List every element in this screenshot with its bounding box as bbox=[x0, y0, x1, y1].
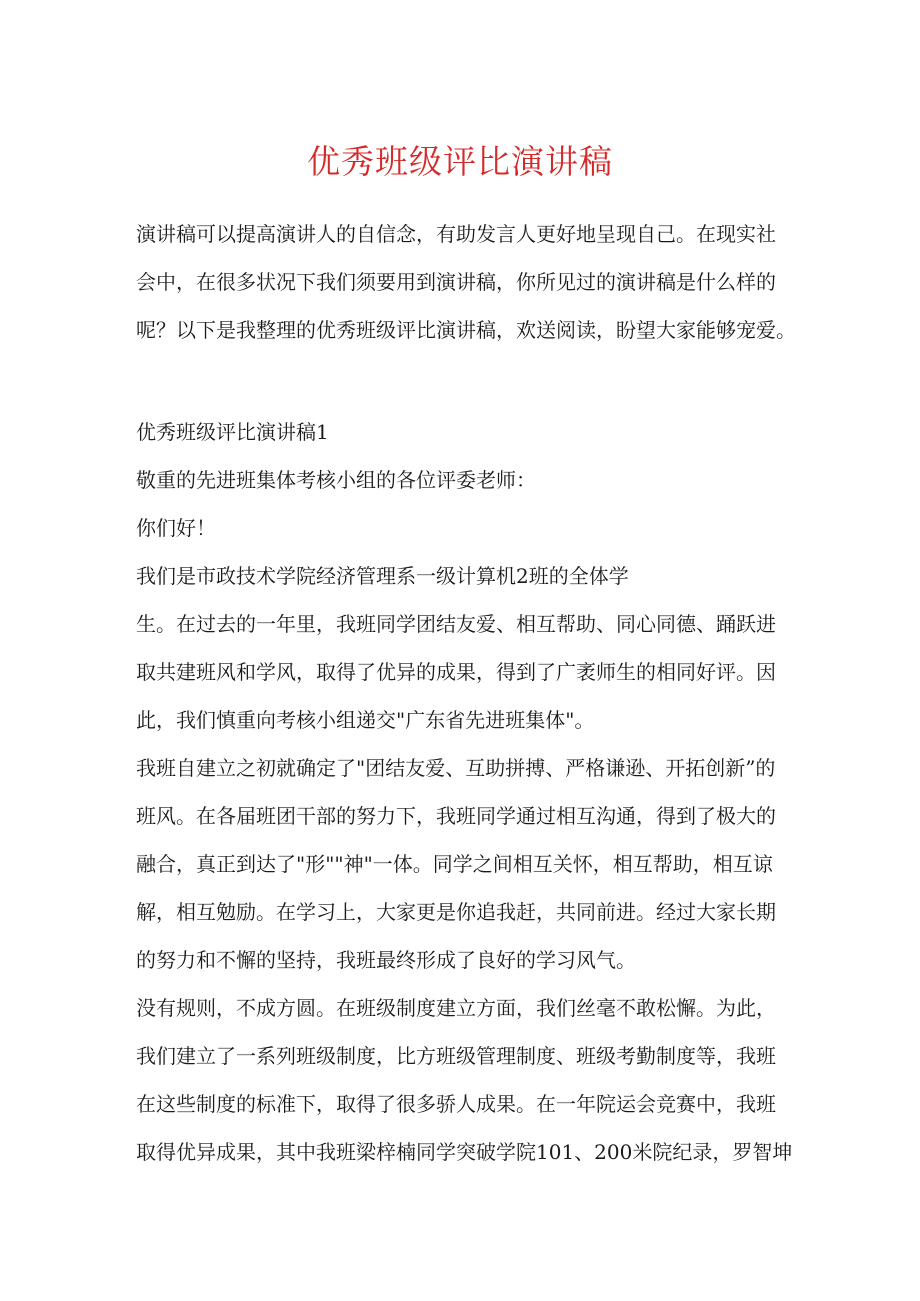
text-line: 没有规则，不成方圆。在班级制度建立方面，我们丝毫不敢松懈。为此， bbox=[136, 996, 776, 1020]
section-heading: 优秀班级评比演讲稿1 bbox=[136, 420, 329, 444]
text-line: 演讲稿可以提高演讲人的自信念，有助发言人更好地呈现自己。在现实社 bbox=[136, 222, 776, 246]
text-line: 取得优异成果，其中我班梁梓楠同学突破学院101、200米院纪录，罗智坤 bbox=[136, 1140, 793, 1164]
text-line: 生。在过去的一年里，我班同学团结友爱、相互帮助、同心同德、踊跃进 bbox=[136, 612, 776, 636]
text-line: 我班自建立之初就确定了"团结友爱、互助拼搏、严格谦逊、开拓创新”的 bbox=[136, 756, 776, 780]
text-line: 我们建立了一系列班级制度，比方班级管理制度、班级考勤制度等，我班 bbox=[136, 1044, 776, 1068]
text-line: 的努力和不懈的坚持，我班最终形成了良好的学习风气。 bbox=[136, 948, 636, 972]
text-line: 此，我们慎重向考核小组递交"广东省先进班集体"。 bbox=[136, 708, 595, 732]
greeting: 你们好！ bbox=[136, 516, 216, 540]
text-line: 融合，真正到达了"形""神"一体。同学之间相互关怀，相互帮助，相互谅 bbox=[136, 852, 773, 876]
document-title: 优秀班级评比演讲稿 bbox=[307, 142, 613, 181]
text-line: 在这些制度的标准下，取得了很多骄人成果。在一年院运会竞赛中，我班 bbox=[136, 1092, 776, 1116]
text-line: 取共建班风和学风，取得了优异的成果，得到了广袤师生的相同好评。因 bbox=[136, 660, 776, 684]
text-line: 解，相互勉励。在学习上，大家更是你追我赶，共同前进。经过大家长期 bbox=[136, 900, 776, 924]
salutation: 敬重的先进班集体考核小组的各位评委老师： bbox=[136, 468, 536, 492]
text-line: 我们是市政技术学院经济管理系一级计算机2班的全体学 bbox=[136, 564, 629, 588]
text-line: 呢？以下是我整理的优秀班级评比演讲稿，欢送阅读，盼望大家能够宠爱。 bbox=[136, 318, 796, 342]
text-line: 班风。在各届班团干部的努力下，我班同学通过相互沟通，得到了极大的 bbox=[136, 804, 776, 828]
text-line: 会中，在很多状况下我们须要用到演讲稿，你所见过的演讲稿是什么样的 bbox=[136, 270, 776, 294]
